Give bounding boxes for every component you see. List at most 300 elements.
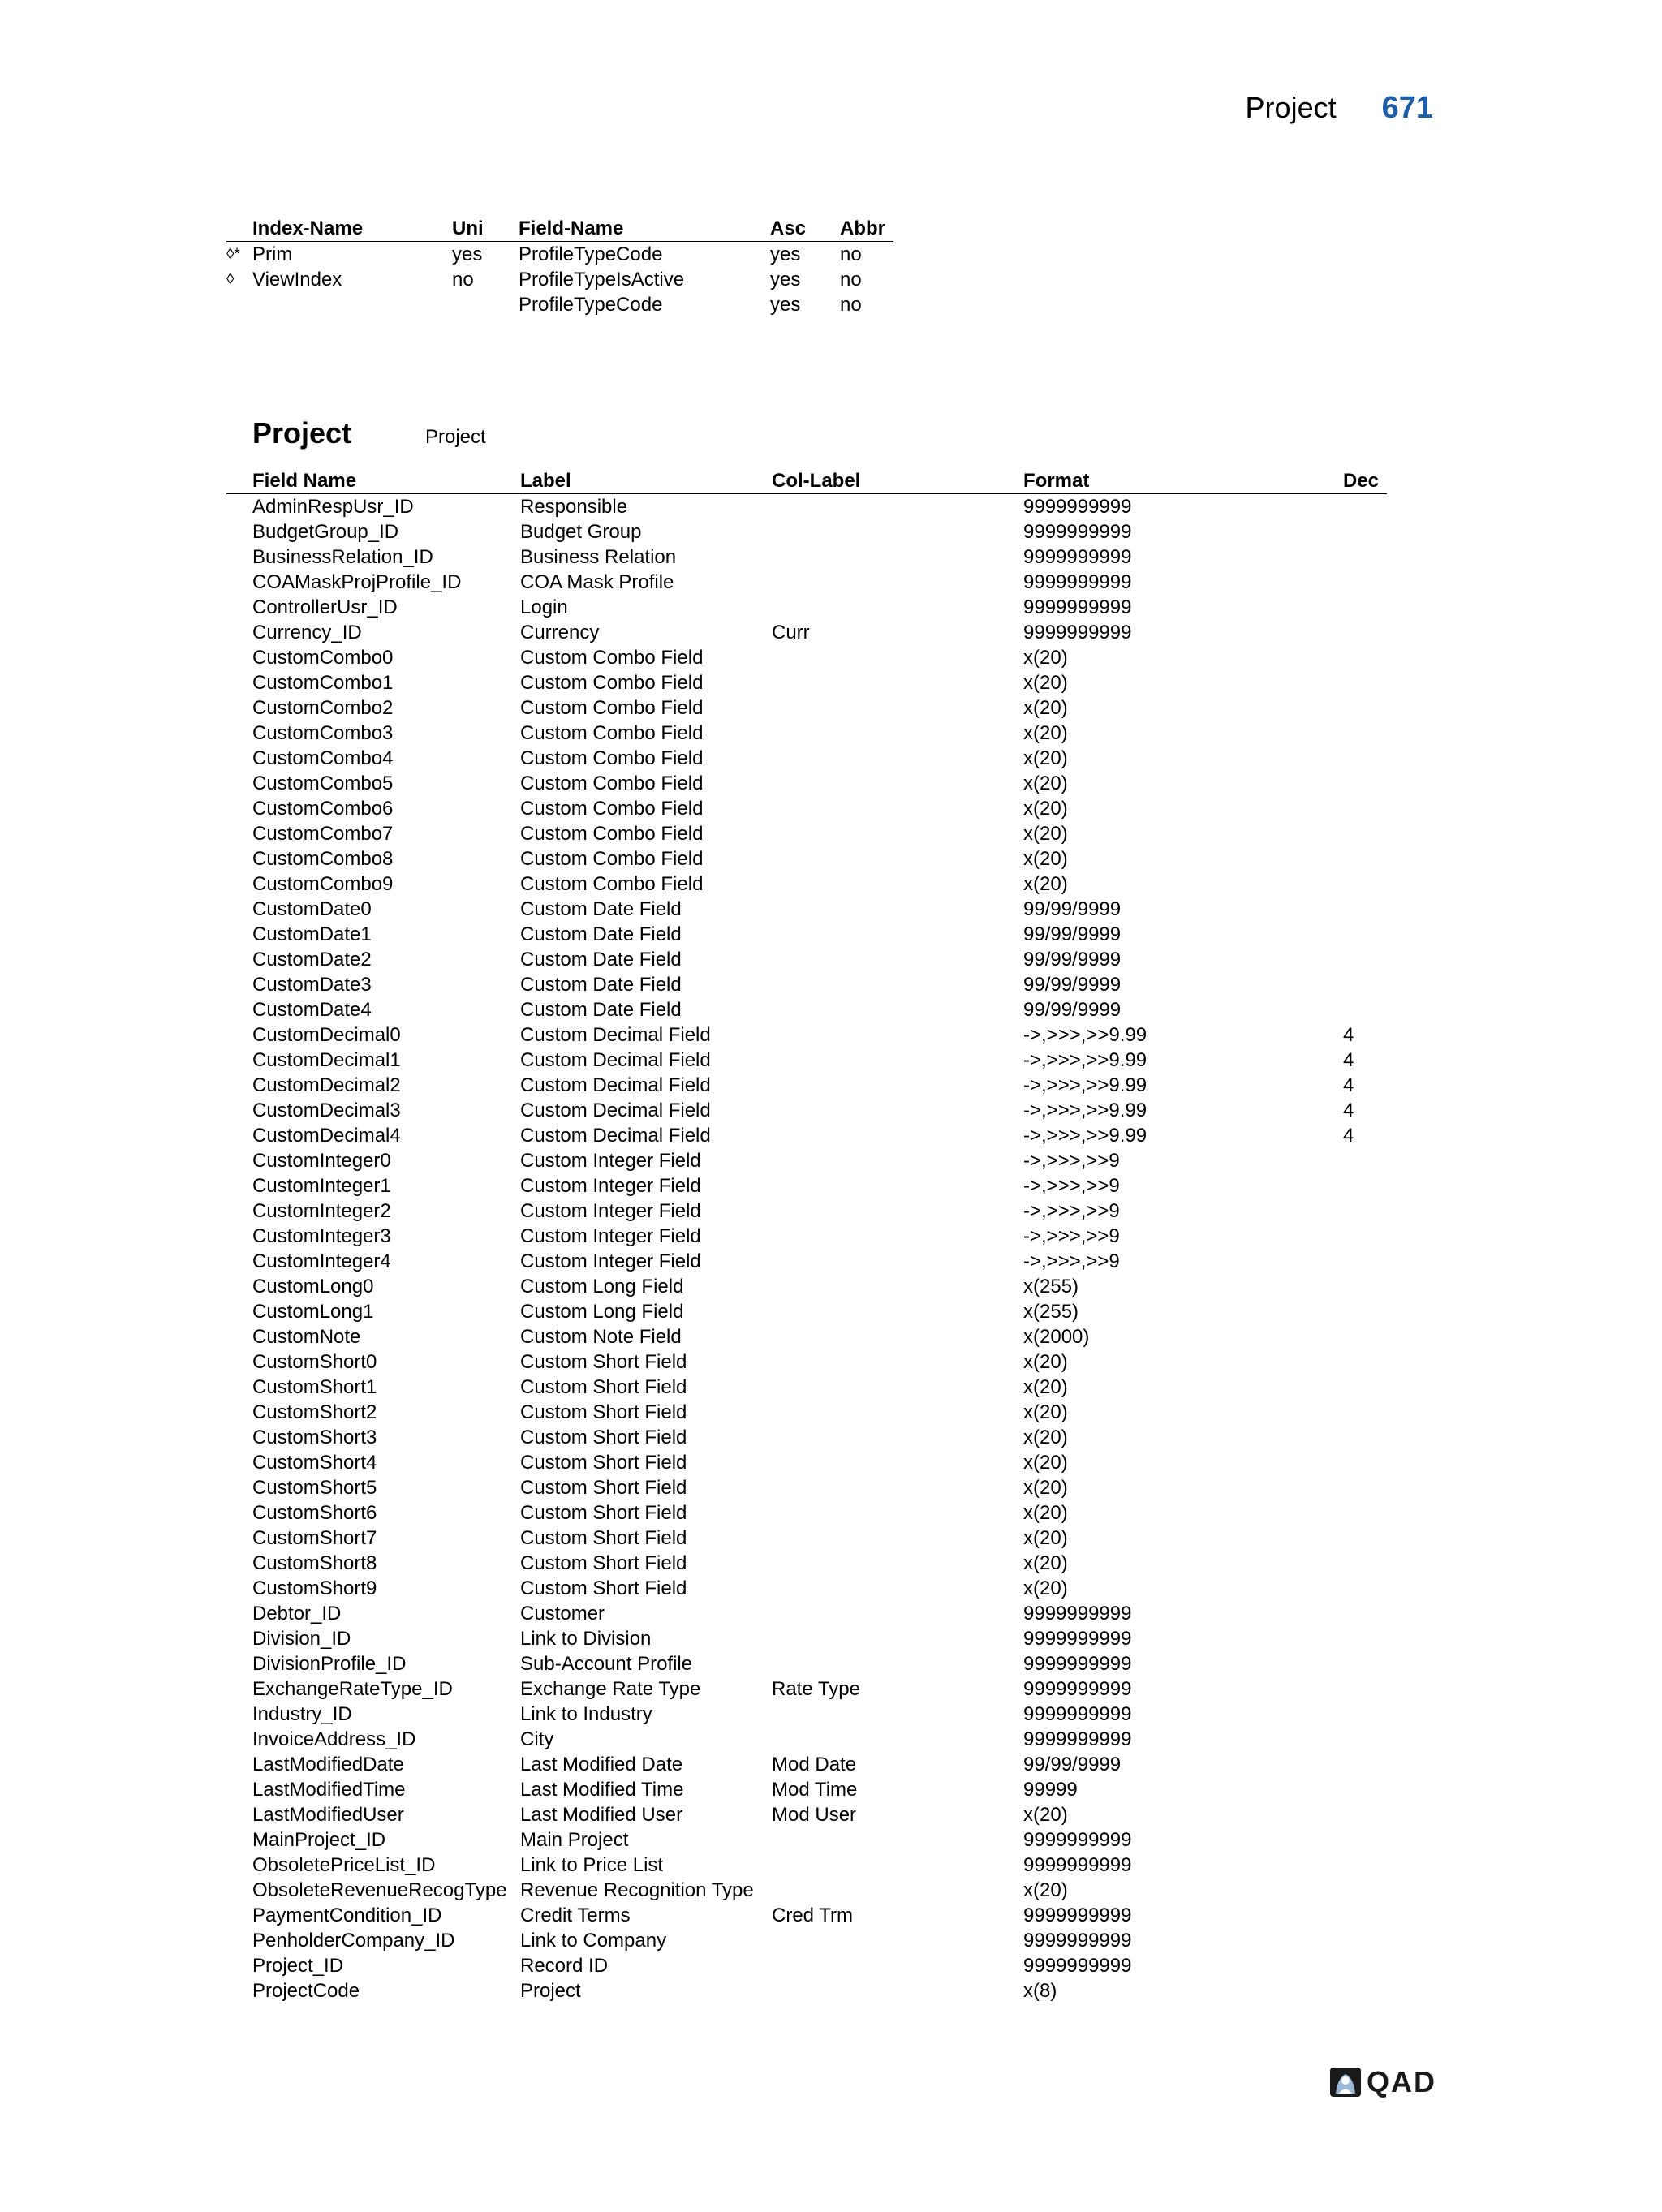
col-label-cell <box>772 1526 1023 1551</box>
index-marker: ◊* <box>226 246 240 263</box>
col-label-cell <box>772 1878 1023 1903</box>
format-cell: ->,>>>,>>9.99 <box>1023 1049 1147 1071</box>
format-cell: x(20) <box>1023 1427 1068 1448</box>
field-name-cell: PenholderCompany_ID <box>252 1930 455 1952</box>
label-cell: Main Project <box>520 1829 629 1851</box>
table-row <box>226 1475 1387 1500</box>
label-cell: Custom Integer Field <box>520 1175 701 1197</box>
dec-cell <box>1343 897 1387 922</box>
format-cell: ->,>>>,>>9 <box>1023 1225 1120 1247</box>
label-cell: Login <box>520 596 568 618</box>
col-label-cell <box>772 1299 1023 1324</box>
row-pad <box>226 1576 252 1601</box>
dec-cell <box>1343 796 1387 821</box>
label-cell: Record ID <box>520 1955 609 1977</box>
format-cell: 9999999999 <box>1023 571 1132 593</box>
asc-cell: yes <box>770 243 801 265</box>
dec-cell <box>1343 1173 1387 1199</box>
format-cell: 9999999999 <box>1023 622 1132 643</box>
asc-cell: yes <box>770 269 801 290</box>
col-label-cell <box>772 1953 1023 1978</box>
dec-cell <box>1343 746 1387 771</box>
dec-cell <box>1343 947 1387 972</box>
field-pad-header <box>226 466 252 494</box>
table-row <box>226 695 1387 721</box>
table-row <box>226 796 1387 821</box>
label-cell: Custom Decimal Field <box>520 1074 711 1096</box>
table-row <box>226 670 1387 695</box>
col-label-cell <box>772 771 1023 796</box>
field-name-cell: CustomInteger4 <box>252 1250 391 1272</box>
col-label-cell <box>772 1551 1023 1576</box>
table-row <box>226 1299 1387 1324</box>
format-cell: x(20) <box>1023 722 1068 744</box>
index-row <box>226 242 893 268</box>
col-label-cell <box>772 1324 1023 1349</box>
format-cell: x(8) <box>1023 1980 1057 2002</box>
row-pad <box>226 1299 252 1324</box>
format-cell: x(20) <box>1023 1452 1068 1474</box>
table-row <box>226 1400 1387 1425</box>
field-name-cell: CustomCombo9 <box>252 873 394 895</box>
col-label-cell <box>772 1928 1023 1953</box>
format-cell: x(20) <box>1023 1477 1068 1499</box>
field-name-cell: CustomDecimal0 <box>252 1024 401 1046</box>
row-pad <box>226 1626 252 1651</box>
col-label-cell <box>772 1702 1023 1727</box>
label-cell: Responsible <box>520 496 628 518</box>
asc-header: Asc <box>770 213 840 242</box>
label-cell: Custom Combo Field <box>520 772 704 794</box>
dec-cell <box>1343 670 1387 695</box>
label-cell: Custom Date Field <box>520 898 682 920</box>
table-row <box>226 1702 1387 1727</box>
label-cell: Custom Long Field <box>520 1301 684 1323</box>
row-pad <box>226 1526 252 1551</box>
dec-cell <box>1343 1676 1387 1702</box>
index-mark-header <box>226 213 252 242</box>
label-cell: COA Mask Profile <box>520 571 674 593</box>
dec-cell <box>1343 821 1387 846</box>
format-cell: x(20) <box>1023 647 1068 669</box>
dec-cell <box>1343 1349 1387 1375</box>
index-table <box>226 213 893 317</box>
index-name-header: Index-Name <box>252 213 452 242</box>
format-cell: x(20) <box>1023 1502 1068 1524</box>
field-name-cell: CustomShort5 <box>252 1477 377 1499</box>
col-label-cell <box>772 1450 1023 1475</box>
index-field-cell: ProfileTypeIsActive <box>519 269 685 290</box>
table-row <box>226 721 1387 746</box>
index-row <box>226 292 893 317</box>
row-pad <box>226 947 252 972</box>
format-cell: 9999999999 <box>1023 1603 1132 1625</box>
row-pad <box>226 922 252 947</box>
dec-cell <box>1343 1526 1387 1551</box>
col-label-cell <box>772 1425 1023 1450</box>
col-label-cell <box>772 544 1023 570</box>
qad-logo-text: QAD <box>1367 2065 1436 2098</box>
row-pad <box>226 1022 252 1048</box>
col-label-cell <box>772 846 1023 871</box>
dec-cell <box>1343 1199 1387 1224</box>
col-label-cell: Mod User <box>772 1804 857 1826</box>
label-cell: Custom Decimal Field <box>520 1049 711 1071</box>
field-table-body <box>226 494 1387 2004</box>
col-label-cell <box>772 1375 1023 1400</box>
format-cell: x(20) <box>1023 798 1068 820</box>
row-pad <box>226 1802 252 1827</box>
field-name-cell: InvoiceAddress_ID <box>252 1728 416 1750</box>
field-name-cell: Industry_ID <box>252 1703 352 1725</box>
label-cell: Exchange Rate Type <box>520 1678 701 1700</box>
format-col-header: Format <box>1023 466 1343 494</box>
row-pad <box>226 1752 252 1777</box>
uni-cell: yes <box>452 243 483 265</box>
row-pad <box>226 897 252 922</box>
table-row <box>226 997 1387 1022</box>
table-row <box>226 1098 1387 1123</box>
row-pad <box>226 1676 252 1702</box>
col-label-cell <box>772 1400 1023 1425</box>
field-name-cell: CustomShort6 <box>252 1502 377 1524</box>
format-cell: 9999999999 <box>1023 1628 1132 1650</box>
index-name-cell <box>252 292 452 317</box>
format-cell: x(20) <box>1023 1376 1068 1398</box>
dec-cell <box>1343 620 1387 645</box>
field-name-cell: COAMaskProjProfile_ID <box>252 571 462 593</box>
label-cell: Business Relation <box>520 546 677 568</box>
col-label-cell <box>772 796 1023 821</box>
format-cell: x(20) <box>1023 1401 1068 1423</box>
label-cell: Custom Short Field <box>520 1502 687 1524</box>
dec-cell <box>1343 1576 1387 1601</box>
field-name-cell: CustomCombo2 <box>252 697 394 719</box>
page-header <box>1246 91 1433 126</box>
dec-cell <box>1343 1450 1387 1475</box>
table-row <box>226 1249 1387 1274</box>
section-title: Project <box>252 416 352 450</box>
field-name-cell: ControllerUsr_ID <box>252 596 398 618</box>
field-name-cell: CustomLong1 <box>252 1301 374 1323</box>
label-cell: Custom Short Field <box>520 1376 687 1398</box>
col-label-cell <box>772 1249 1023 1274</box>
col-label-cell <box>772 670 1023 695</box>
row-pad <box>226 1048 252 1073</box>
row-pad <box>226 1853 252 1878</box>
uni-cell: no <box>452 269 474 290</box>
col-label-cell <box>772 1500 1023 1526</box>
row-pad <box>226 1878 252 1903</box>
qad-logo-icon <box>1329 2067 1362 2098</box>
format-cell: x(20) <box>1023 772 1068 794</box>
dec-cell <box>1343 1601 1387 1626</box>
row-pad <box>226 1651 252 1676</box>
format-cell: 9999999999 <box>1023 1930 1132 1952</box>
dec-cell <box>1343 1500 1387 1526</box>
field-name-cell: ObsoleteRevenueRecogType <box>252 1879 507 1901</box>
col-label-cell <box>772 897 1023 922</box>
label-cell: Credit Terms <box>520 1904 631 1926</box>
index-name-cell: ViewIndex <box>252 269 342 290</box>
label-cell: Custom Date Field <box>520 949 682 970</box>
label-cell: Custom Short Field <box>520 1401 687 1423</box>
dec-cell <box>1343 519 1387 544</box>
label-cell: Custom Long Field <box>520 1276 684 1298</box>
table-row <box>226 494 1387 520</box>
col-label-cell <box>772 1199 1023 1224</box>
field-name-cell: CustomCombo3 <box>252 722 394 744</box>
field-name-col-header: Field Name <box>252 466 520 494</box>
row-pad <box>226 997 252 1022</box>
dec-cell <box>1343 595 1387 620</box>
col-label-cell <box>772 519 1023 544</box>
table-row <box>226 1375 1387 1400</box>
format-cell: ->,>>>,>>9.99 <box>1023 1100 1147 1121</box>
row-pad <box>226 1978 252 2003</box>
format-cell: 9999999999 <box>1023 496 1132 518</box>
row-pad <box>226 670 252 695</box>
row-pad <box>226 1224 252 1249</box>
field-name-cell: PaymentCondition_ID <box>252 1904 442 1926</box>
dec-cell <box>1343 1375 1387 1400</box>
field-table <box>226 466 1387 2003</box>
format-cell: x(20) <box>1023 697 1068 719</box>
table-row <box>226 922 1387 947</box>
table-row <box>226 1827 1387 1853</box>
col-label-cell: Rate Type <box>772 1678 860 1700</box>
format-cell: 9999999999 <box>1023 521 1132 543</box>
field-name-cell: CustomDate2 <box>252 949 372 970</box>
field-name-cell: CustomDate0 <box>252 898 372 920</box>
table-row <box>226 1224 1387 1249</box>
format-cell: 99/99/9999 <box>1023 923 1122 945</box>
row-pad <box>226 1349 252 1375</box>
col-label-cell <box>772 947 1023 972</box>
format-cell: x(20) <box>1023 1577 1068 1599</box>
format-cell: x(20) <box>1023 1879 1068 1901</box>
format-cell: 9999999999 <box>1023 1653 1132 1675</box>
dec-cell <box>1343 1802 1387 1827</box>
table-row <box>226 1978 1387 2003</box>
col-label-cell: Cred Trm <box>772 1904 854 1926</box>
page-number: 671 <box>1381 91 1433 125</box>
dec-cell <box>1343 1551 1387 1576</box>
row-pad <box>226 1702 252 1727</box>
label-cell: Custom Combo Field <box>520 697 704 719</box>
table-row <box>226 1500 1387 1526</box>
col-label-cell <box>772 1148 1023 1173</box>
index-field-cell: ProfileTypeCode <box>519 294 663 316</box>
field-name-cell: BusinessRelation_ID <box>252 546 433 568</box>
format-cell: 9999999999 <box>1023 596 1132 618</box>
col-label-col-header: Col-Label <box>772 466 1023 494</box>
format-cell: ->,>>>,>>9 <box>1023 1200 1120 1222</box>
col-label-cell <box>772 1123 1023 1148</box>
dec-cell: 4 <box>1343 1024 1354 1046</box>
table-row <box>226 1526 1387 1551</box>
format-cell: x(20) <box>1023 672 1068 694</box>
label-cell: Custom Short Field <box>520 1452 687 1474</box>
table-row <box>226 1349 1387 1375</box>
field-name-cell: CustomCombo8 <box>252 848 394 870</box>
row-pad <box>226 846 252 871</box>
field-name-cell: LastModifiedDate <box>252 1754 404 1775</box>
col-label-cell <box>772 1224 1023 1249</box>
abbr-cell: no <box>840 269 862 290</box>
field-name-cell: BudgetGroup_ID <box>252 521 399 543</box>
table-row <box>226 1953 1387 1978</box>
format-cell: x(20) <box>1023 1351 1068 1373</box>
table-row <box>226 1048 1387 1073</box>
dec-cell <box>1343 570 1387 595</box>
col-label-cell: Mod Time <box>772 1779 858 1801</box>
table-row <box>226 519 1387 544</box>
dec-cell <box>1343 1324 1387 1349</box>
field-name-cell: CustomDecimal2 <box>252 1074 401 1096</box>
table-row <box>226 771 1387 796</box>
label-cell: Customer <box>520 1603 605 1625</box>
row-pad <box>226 1324 252 1349</box>
label-cell: Custom Integer Field <box>520 1250 701 1272</box>
field-name-header: Field-Name <box>519 213 770 242</box>
col-label-cell <box>772 1022 1023 1048</box>
index-name-cell: Prim <box>252 243 293 265</box>
row-pad <box>226 1199 252 1224</box>
dec-cell <box>1343 1249 1387 1274</box>
col-label-cell: Mod Date <box>772 1754 857 1775</box>
qad-logo <box>1329 2065 1436 2099</box>
format-cell: 99/99/9999 <box>1023 999 1122 1021</box>
format-cell: x(255) <box>1023 1276 1079 1298</box>
format-cell: x(20) <box>1023 873 1068 895</box>
label-cell: Budget Group <box>520 521 642 543</box>
field-name-cell: CustomShort9 <box>252 1577 377 1599</box>
row-pad <box>226 1827 252 1853</box>
row-pad <box>226 1928 252 1953</box>
row-pad <box>226 1375 252 1400</box>
col-label-cell <box>772 997 1023 1022</box>
label-cell: Revenue Recognition Type <box>520 1879 754 1901</box>
format-cell: 9999999999 <box>1023 546 1132 568</box>
format-cell: ->,>>>,>>9 <box>1023 1250 1120 1272</box>
label-cell: Custom Integer Field <box>520 1225 701 1247</box>
dec-cell <box>1343 1475 1387 1500</box>
row-pad <box>226 1953 252 1978</box>
label-cell: Custom Note Field <box>520 1326 682 1348</box>
field-name-cell: CustomDecimal3 <box>252 1100 401 1121</box>
dec-cell: 4 <box>1343 1049 1354 1071</box>
field-table-header-row <box>226 466 1387 494</box>
table-row <box>226 1022 1387 1048</box>
section-subtitle: Project <box>425 426 486 448</box>
field-name-cell: CustomShort3 <box>252 1427 377 1448</box>
row-pad <box>226 871 252 897</box>
col-label-cell <box>772 1853 1023 1878</box>
label-cell: Link to Industry <box>520 1703 652 1725</box>
field-name-cell: CustomShort8 <box>252 1552 377 1574</box>
dec-cell <box>1343 544 1387 570</box>
col-label-cell <box>772 1349 1023 1375</box>
row-pad <box>226 796 252 821</box>
format-cell: x(20) <box>1023 823 1068 845</box>
field-name-cell: CustomDecimal4 <box>252 1125 401 1147</box>
dec-cell <box>1343 1978 1387 2003</box>
format-cell: 9999999999 <box>1023 1829 1132 1851</box>
table-row <box>226 947 1387 972</box>
dec-cell <box>1343 1224 1387 1249</box>
row-pad <box>226 1450 252 1475</box>
dec-cell <box>1343 997 1387 1022</box>
label-cell: Custom Combo Field <box>520 798 704 820</box>
format-cell: 9999999999 <box>1023 1703 1132 1725</box>
label-cell: Link to Division <box>520 1628 652 1650</box>
row-pad <box>226 1148 252 1173</box>
label-cell: Custom Combo Field <box>520 647 704 669</box>
format-cell: 99/99/9999 <box>1023 949 1122 970</box>
format-cell: x(2000) <box>1023 1326 1090 1348</box>
format-cell: x(20) <box>1023 1804 1068 1826</box>
format-cell: ->,>>>,>>9 <box>1023 1175 1120 1197</box>
format-cell: 9999999999 <box>1023 1678 1132 1700</box>
format-cell: x(255) <box>1023 1301 1079 1323</box>
label-cell: Last Modified Time <box>520 1779 684 1801</box>
dec-cell <box>1343 1878 1387 1903</box>
field-name-cell: CustomDate4 <box>252 999 372 1021</box>
label-cell: Custom Integer Field <box>520 1200 701 1222</box>
dec-cell <box>1343 972 1387 997</box>
field-name-cell: CustomInteger2 <box>252 1200 391 1222</box>
col-label-cell <box>772 1475 1023 1500</box>
row-pad <box>226 1098 252 1123</box>
table-row <box>226 620 1387 645</box>
row-pad <box>226 1500 252 1526</box>
col-label-cell <box>772 645 1023 670</box>
format-cell: x(20) <box>1023 1552 1068 1574</box>
field-name-cell: CustomCombo6 <box>252 798 394 820</box>
table-row <box>226 1173 1387 1199</box>
row-pad <box>226 695 252 721</box>
format-cell: x(20) <box>1023 1527 1068 1549</box>
row-pad <box>226 620 252 645</box>
dec-cell <box>1343 1299 1387 1324</box>
table-row <box>226 1752 1387 1777</box>
field-name-cell: CustomDecimal1 <box>252 1049 401 1071</box>
row-pad <box>226 1274 252 1299</box>
table-row <box>226 846 1387 871</box>
col-label-cell <box>772 1274 1023 1299</box>
row-pad <box>226 1073 252 1098</box>
col-label-cell <box>772 871 1023 897</box>
field-name-cell: LastModifiedUser <box>252 1804 404 1826</box>
dec-cell <box>1343 922 1387 947</box>
field-name-cell: CustomNote <box>252 1326 361 1348</box>
format-cell: ->,>>>,>>9.99 <box>1023 1024 1147 1046</box>
format-cell: 9999999999 <box>1023 1728 1132 1750</box>
table-row <box>226 1274 1387 1299</box>
row-pad <box>226 1727 252 1752</box>
section-heading <box>252 416 486 450</box>
col-label-cell <box>772 1601 1023 1626</box>
table-row <box>226 1777 1387 1802</box>
field-name-cell: Division_ID <box>252 1628 351 1650</box>
table-row <box>226 1928 1387 1953</box>
running-header-title: Project <box>1245 91 1337 124</box>
dec-cell <box>1343 721 1387 746</box>
col-label-cell <box>772 595 1023 620</box>
col-label-cell <box>772 1727 1023 1752</box>
col-label-cell <box>772 1098 1023 1123</box>
